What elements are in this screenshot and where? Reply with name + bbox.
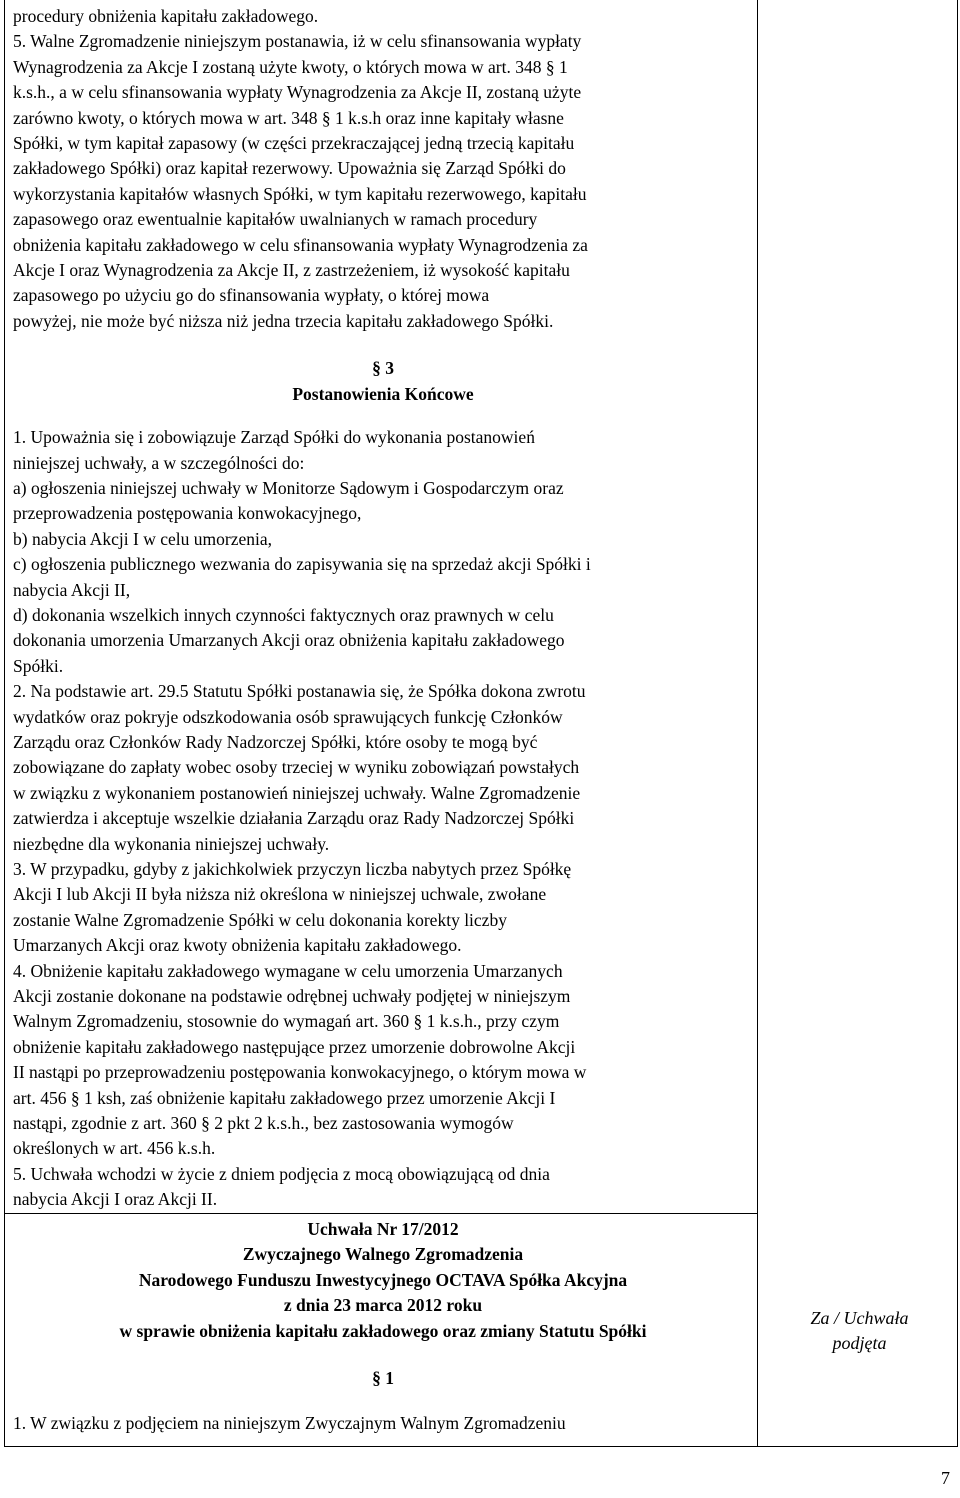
vote-status-cell — [758, 1306, 960, 1356]
text-line: d) dokonania wszelkich innych czynności faktycznych oraz prawnych w celu — [13, 604, 554, 625]
text-line: określonych w art. 456 k.s.h. — [13, 1138, 216, 1159]
text-line: wydatków oraz pokryje odszkodowania osób sprawujących funkcję Członków — [13, 706, 563, 727]
section-title: Postanowienia Końcowe — [292, 383, 474, 404]
text-line: art. 456 § 1 ksh, zaś obniżenie kapitału zakładowego przez umorzenie Akcji I — [13, 1087, 556, 1108]
column-divider — [757, 0, 758, 1446]
text-line: Umarzanych Akcji oraz kwoty obniżenia kapitału zakładowego. — [13, 935, 462, 956]
document-table — [4, 0, 958, 1447]
text-line: nabycia Akcji II, — [13, 579, 131, 600]
resolution-title: Narodowego Funduszu Inwestycyjnego OCTAVA Spółka Akcyjna — [138, 1269, 628, 1290]
text-line: obniżenie kapitału zakładowego następujące przez umorzenie dobrowolne Akcji — [13, 1036, 576, 1057]
row-divider — [5, 1213, 757, 1214]
text-line: niniejszej uchwały, a w szczególności do: — [13, 452, 305, 473]
text-line: Spółki, w tym kapitał zapasowy (w części przekraczającej jedną trzecią kapitału — [13, 133, 575, 154]
resolution-text-cell — [13, 4, 753, 1213]
text-line: Zarządu oraz Członków Rady Nadzorczej Spółki, które osoby te mogą być — [13, 731, 538, 752]
text-line: procedury obniżenia kapitału zakładowego. — [13, 6, 319, 26]
vote-status-line: podjęta — [832, 1333, 887, 1353]
text-line: nastąpi, zgodnie z art. 360 § 2 pkt 2 k.s.h., bez zastosowania wymogów — [13, 1113, 514, 1134]
resolution-title: Uchwała Nr 17/2012 — [307, 1219, 459, 1239]
text-line: zapasowego po użyciu go do sfinansowania wypłaty, o której mowa — [13, 285, 490, 306]
text-line: Akcje I oraz Wynagrodzenia za Akcje II, z zastrzeżeniem, iż wysokość kapitału — [13, 260, 570, 281]
text-line: zarówno kwoty, o których mowa w art. 348 § 1 k.s.h oraz inne kapitały własne — [13, 107, 564, 128]
text-line: obniżenia kapitału zakładowego w celu sfinansowania wypłaty Wynagrodzenia za — [13, 234, 588, 255]
text-line: Spółki. — [13, 655, 64, 676]
text-line: zostanie Walne Zgromadzenie Spółki w celu dokonania korekty liczby — [13, 909, 507, 930]
text-line: 4. Obniżenie kapitału zakładowego wymagane w celu umorzenia Umarzanych — [13, 960, 563, 981]
text-line: b) nabycia Akcji I w celu umorzenia, — [13, 528, 272, 549]
text-line: a) ogłoszenia niniejszej uchwały w Monitorze Sądowym i Gospodarczym oraz — [13, 477, 564, 498]
text-line: powyżej, nie może być niższa niż jedna trzecia kapitału zakładowego Spółki. — [13, 310, 554, 331]
text-line: zapasowego oraz ewentualnie kapitałów uwalnianych w ramach procedury — [13, 209, 538, 230]
text-line: k.s.h., a w celu sfinansowania wypłaty Wynagrodzenia za Akcje II, zostaną użyte — [13, 82, 582, 103]
text-line: 5. Walne Zgromadzenie niniejszym postanawia, iż w celu sfinansowania wypłaty — [13, 31, 582, 52]
resolution-header-cell — [13, 1217, 753, 1437]
section-number: § 3 — [372, 358, 394, 379]
text-line: 1. W związku z podjęciem na niniejszym Zwyczajnym Walnym Zgromadzeniu — [13, 1413, 566, 1434]
resolution-title: w sprawie obniżenia kapitału zakładowego oraz zmiany Statutu Spółki — [119, 1320, 647, 1341]
text-line: zobowiązane do zapłaty wobec osoby trzeciej w wyniku zobowiązań powstałych — [13, 757, 580, 778]
text-line: zatwierdza i akceptuje wszelkie działania Zarządu oraz Rady Nadzorczej Spółki — [13, 808, 575, 829]
text-line: 5. Uchwała wchodzi w życie z dniem podjęcia z mocą obowiązującą od dnia — [13, 1163, 550, 1184]
section-number: § 1 — [372, 1368, 394, 1389]
text-line: zakładowego Spółki) oraz kapitał rezerwowy. Upoważnia się Zarząd Spółki do — [13, 158, 566, 179]
text-line: w związku z wykonaniem postanowień niniejszej uchwały. Walne Zgromadzenie — [13, 782, 581, 803]
text-line: nabycia Akcji I oraz Akcji II. — [13, 1189, 218, 1210]
text-line: Wynagrodzenia za Akcje I zostaną użyte kwoty, o których mowa w art. 348 § 1 — [13, 56, 568, 77]
resolution-title: z dnia 23 marca 2012 roku — [283, 1295, 483, 1316]
text-line: 2. Na podstawie art. 29.5 Statutu Spółki postanawia się, że Spółka dokona zwrotu — [13, 681, 586, 702]
text-line: dokonania umorzenia Umarzanych Akcji oraz obniżenia kapitału zakładowego — [13, 630, 565, 651]
resolution-title: Zwyczajnego Walnego Zgromadzenia — [242, 1244, 524, 1265]
text-line: wykorzystania kapitałów własnych Spółki, w tym kapitału rezerwowego, kapitału — [13, 183, 587, 204]
text-line: II nastąpi po przeprowadzeniu postępowania konwokacyjnego, o którym mowa w — [13, 1062, 587, 1083]
text-line: Walnym Zgromadzeniu, stosownie do wymagań art. 360 § 1 k.s.h., przy czym — [13, 1011, 560, 1032]
text-line: 3. W przypadku, gdyby z jakichkolwiek przyczyn liczba nabytych przez Spółkę — [13, 859, 572, 879]
text-line: Akcji I lub Akcji II była niższa niż określona w niniejszej uchwale, zwołane — [13, 884, 547, 905]
text-line: niezbędne dla wykonania niniejszej uchwały. — [13, 833, 330, 854]
vote-status-line: Za / Uchwała — [810, 1308, 909, 1328]
page-number: 7 — [941, 1468, 950, 1488]
text-line: 1. Upoważnia się i zobowiązuje Zarząd Spółki do wykonania postanowień — [13, 427, 535, 448]
text-line: Akcji zostanie dokonane na podstawie odrębnej uchwały podjętej w niniejszym — [13, 986, 571, 1007]
text-line: c) ogłoszenia publicznego wezwania do zapisywania się na sprzedaż akcji Spółki i — [13, 554, 591, 575]
text-line: przeprowadzenia postępowania konwokacyjnego, — [13, 503, 362, 524]
